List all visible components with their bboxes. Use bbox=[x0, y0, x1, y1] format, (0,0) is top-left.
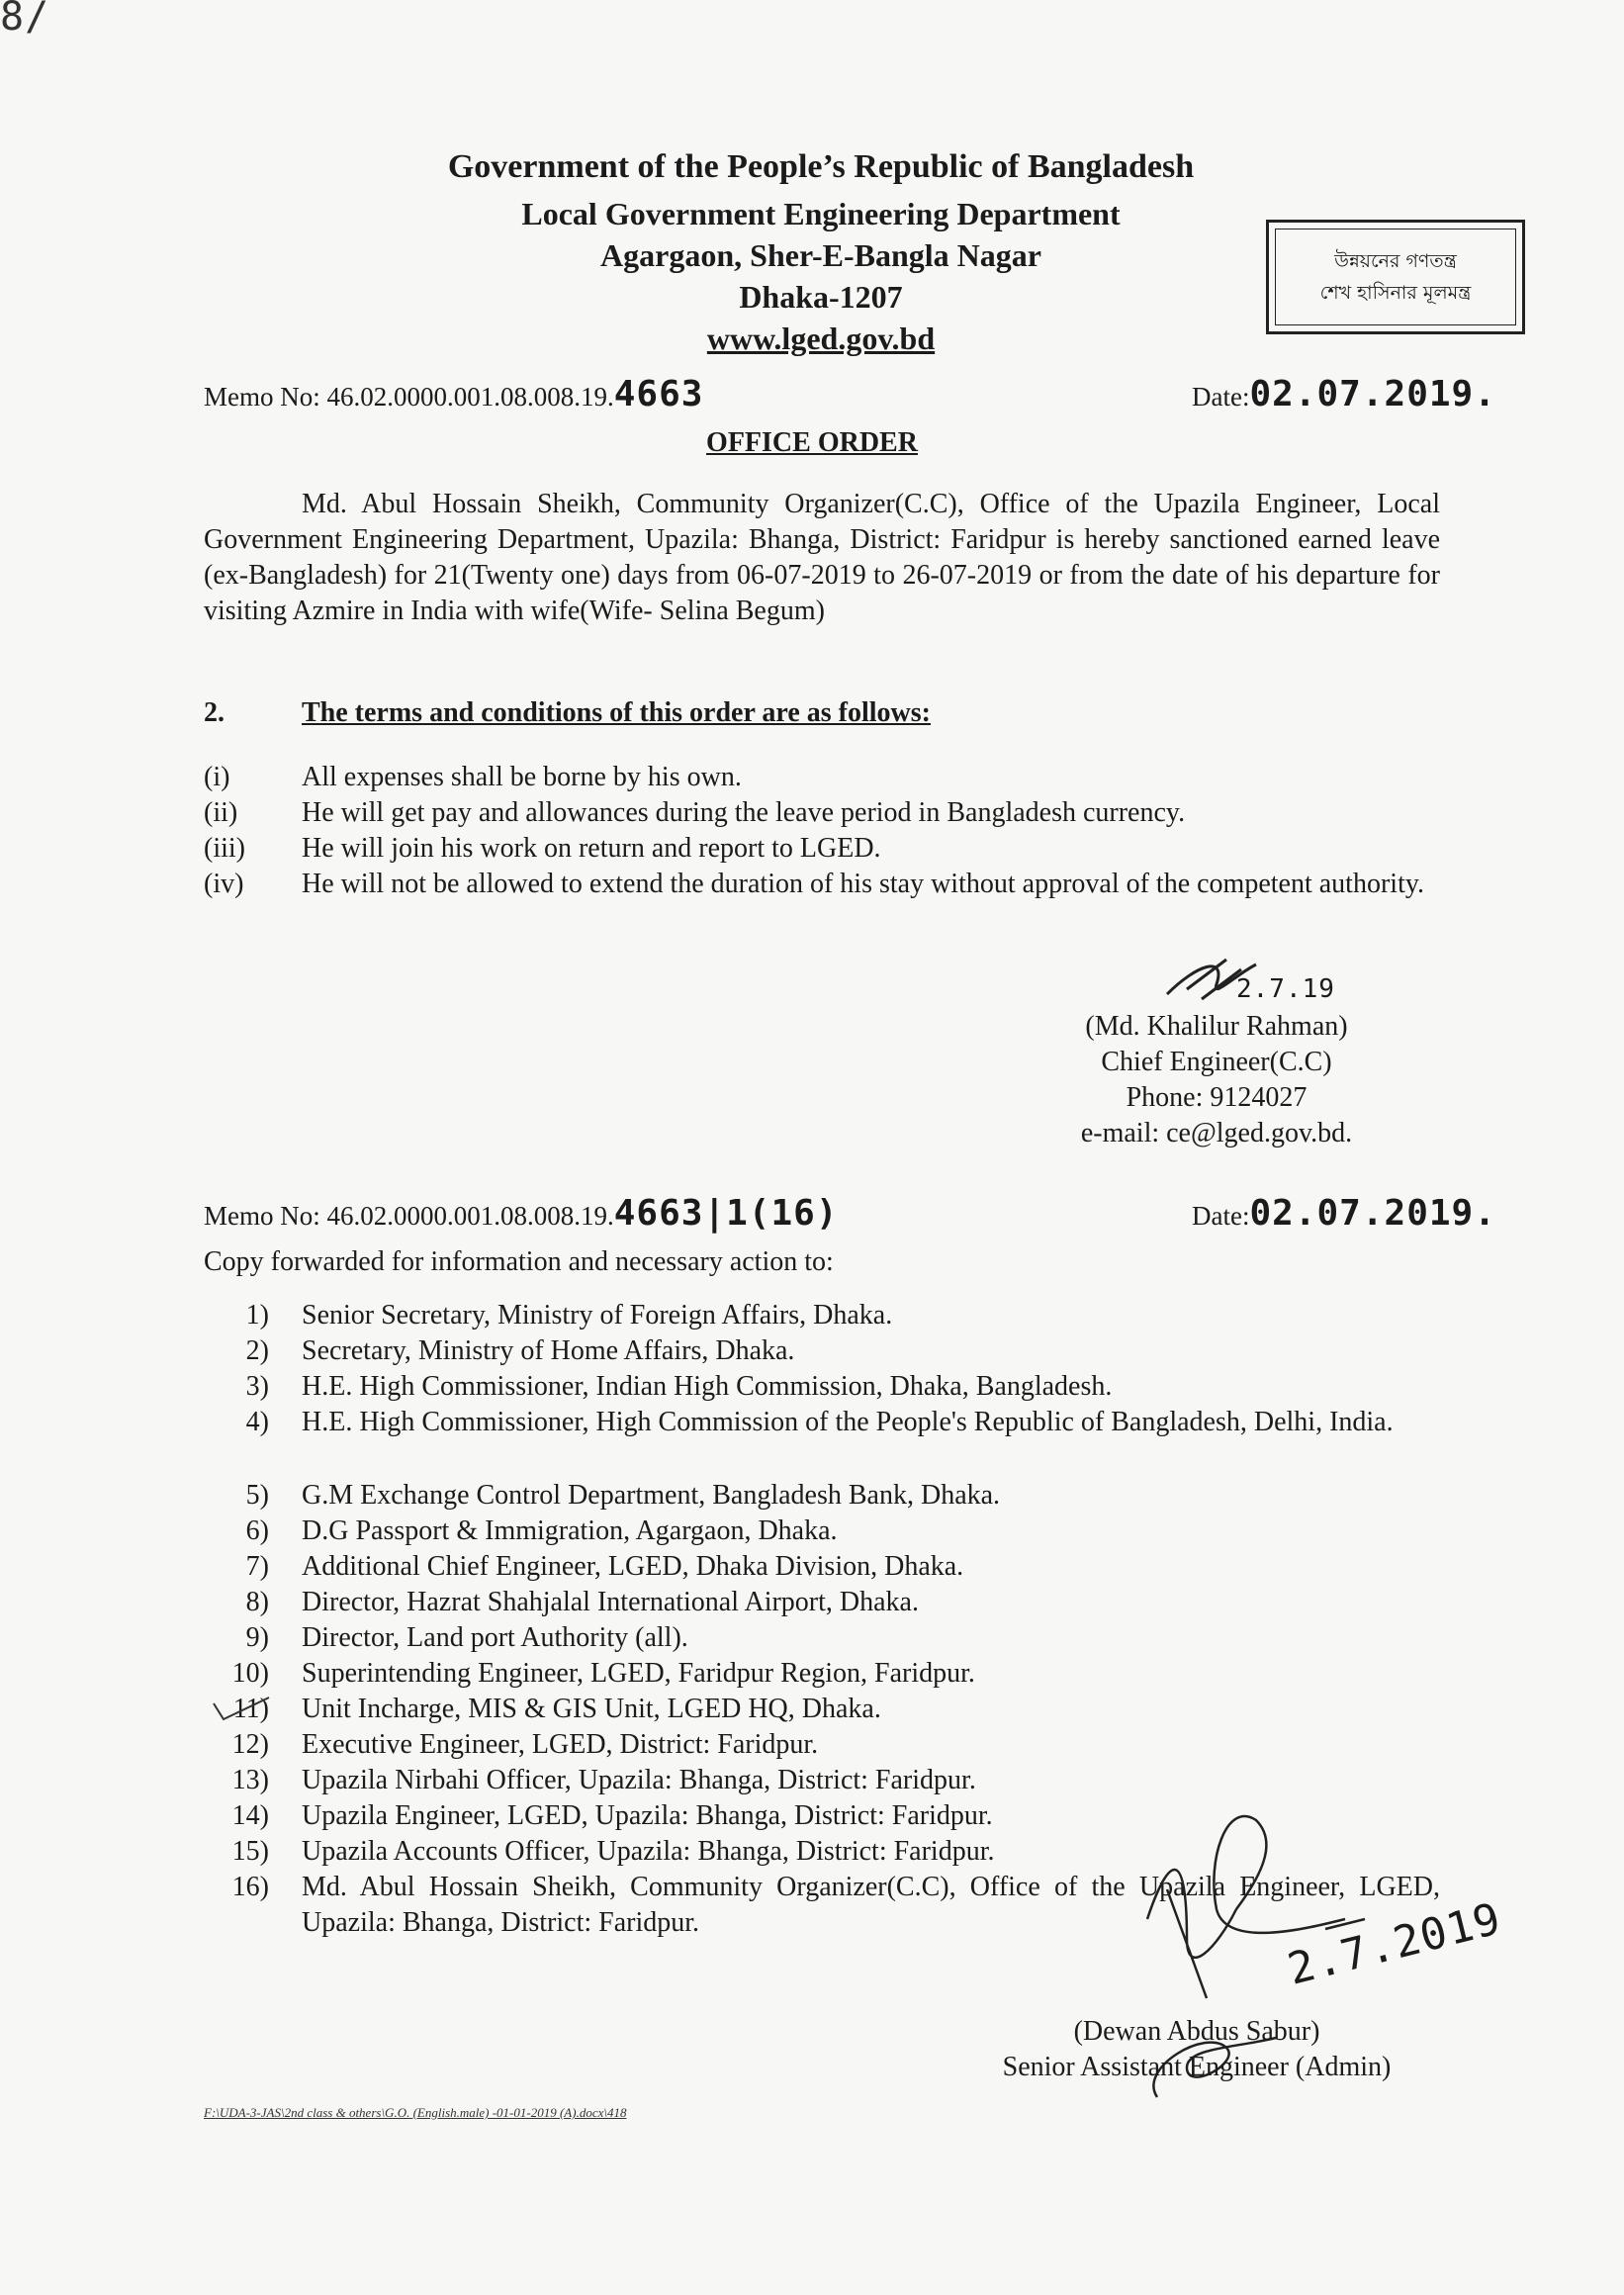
list-item bbox=[204, 1549, 1440, 1585]
list-item bbox=[204, 1478, 1440, 1514]
address-line: Agargaon, Sher-E-Bangla Nagar bbox=[600, 237, 1041, 273]
list-text: Upazila Engineer, LGED, Upazila: Bhanga, District: Faridpur. bbox=[302, 1800, 993, 1831]
date-label: Date: bbox=[1192, 1201, 1250, 1231]
list-text: Additional Chief Engineer, LGED, Dhaka Division, Dhaka. bbox=[302, 1551, 964, 1582]
list-number: 16) bbox=[231, 1872, 269, 1902]
corner-handwritten-mark: 8/ bbox=[0, 0, 50, 40]
term-number: (iii) bbox=[204, 833, 245, 864]
term-text: He will get pay and allowances during the leave period in Bangladesh currency. bbox=[302, 797, 1186, 828]
signatory-1-block bbox=[999, 1009, 1434, 1151]
signatory-2-name: (Dewan Abdus Sabur) bbox=[1073, 2016, 1320, 2047]
date-handwritten: 02.07.2019. bbox=[1249, 374, 1496, 414]
list-item bbox=[204, 1585, 1440, 1620]
memo-date-2 bbox=[1192, 1193, 1496, 1234]
list-item bbox=[204, 1369, 1440, 1405]
list-text: Director, Land port Authority (all). bbox=[302, 1622, 688, 1653]
list-text: Senior Secretary, Ministry of Foreign Affairs, Dhaka. bbox=[302, 1300, 893, 1331]
list-text: Upazila Accounts Officer, Upazila: Bhanga, District: Faridpur. bbox=[302, 1836, 995, 1867]
memo-handwritten-number: 4663 bbox=[613, 374, 704, 414]
list-text: H.E. High Commissioner, High Commission of the People's Republic of Bangladesh, Delhi, India. bbox=[302, 1407, 1394, 1437]
list-number: 1) bbox=[245, 1300, 269, 1331]
term-item bbox=[204, 831, 1440, 867]
forward-intro: Copy forwarded for information and necessary action to: bbox=[204, 1246, 834, 1277]
term-item bbox=[204, 795, 1440, 831]
list-number: 11) bbox=[232, 1694, 269, 1724]
list-number: 10) bbox=[231, 1658, 269, 1689]
list-text: G.M Exchange Control Department, Bangladesh Bank, Dhaka. bbox=[302, 1480, 1001, 1511]
list-item bbox=[204, 1333, 1440, 1369]
department-name: Local Government Engineering Department bbox=[521, 196, 1121, 231]
list-number: 9) bbox=[245, 1622, 269, 1653]
signature-2-date: 2.7.2019 bbox=[1283, 1893, 1506, 1995]
list-item bbox=[204, 1405, 1440, 1476]
list-number: 13) bbox=[231, 1765, 269, 1795]
memo-number-1 bbox=[204, 374, 703, 414]
list-text: H.E. High Commissioner, Indian High Commission, Dhaka, Bangladesh. bbox=[302, 1371, 1113, 1402]
list-number: 2) bbox=[245, 1335, 269, 1366]
memo-label: Memo No: 46.02.0000.001.08.008.19. bbox=[204, 1201, 614, 1231]
list-number: 14) bbox=[231, 1800, 269, 1831]
list-item bbox=[204, 1656, 1440, 1692]
website-link[interactable]: www.lged.gov.bd bbox=[706, 321, 936, 356]
signatory-1-phone: Phone: 9124027 bbox=[1126, 1082, 1308, 1113]
list-number: 3) bbox=[245, 1371, 269, 1402]
slogan-box bbox=[1266, 220, 1525, 334]
signatory-1-title: Chief Engineer(C.C) bbox=[1101, 1047, 1332, 1077]
order-paragraph bbox=[204, 487, 1440, 629]
signatory-2-block bbox=[940, 2014, 1454, 2085]
list-text: Md. Abul Hossain Sheikh, Community Organizer(C.C), Office of the Upazila Engineer, LGED, Upazila: Bhanga, District: Faridpur. bbox=[302, 1872, 1440, 1938]
email-link[interactable]: ce@lged.gov.bd bbox=[1166, 1118, 1346, 1148]
memo-number-2 bbox=[204, 1193, 839, 1234]
terms-heading: The terms and conditions of this order are as follows: bbox=[302, 697, 931, 728]
order-paragraph-text: Md. Abul Hossain Sheikh, Community Organizer(C.C), Office of the Upazila Engineer, Local Government Engineering Department, Upazila: Bhanga, District: Faridpur is hereby sanctioned earned leave (ex-Bangladesh) for 21(Twenty one) days from 06-07-2019 to 26-07-2019 or from the date of his departure for visiting Azmire in India with wife(Wife- Selina Begum) bbox=[204, 489, 1440, 626]
slogan-line-1: উন্নয়নের গণতন্ত্র bbox=[1334, 250, 1457, 272]
term-text: He will not be allowed to extend the duration of his stay without approval of the competent authority. bbox=[302, 869, 1425, 899]
memo-handwritten-number: 4663|1(16) bbox=[613, 1193, 839, 1234]
list-text: Director, Hazrat Shahjalal International Airport, Dhaka. bbox=[302, 1587, 919, 1617]
list-item bbox=[204, 1514, 1440, 1549]
section-number: 2. bbox=[204, 697, 225, 728]
term-number: (i) bbox=[204, 762, 230, 792]
date-label: Date: bbox=[1192, 382, 1250, 412]
list-number: 6) bbox=[245, 1515, 269, 1546]
term-text: All expenses shall be borne by his own. bbox=[302, 762, 742, 792]
list-number: 12) bbox=[231, 1729, 269, 1760]
list-item bbox=[204, 1298, 1440, 1333]
term-item bbox=[204, 867, 1440, 938]
signatory-2-title: Senior Assistant Engineer (Admin) bbox=[1002, 2052, 1392, 2082]
email-label: e-mail: bbox=[1080, 1118, 1167, 1148]
memo-label: Memo No: 46.02.0000.001.08.008.19. bbox=[204, 382, 614, 412]
list-item bbox=[204, 1620, 1440, 1656]
file-path-footer: F:\UDA-3-JAS\2nd class & others\G.O. (English.male) -01-01-2019 (A).docx\418 bbox=[204, 2105, 627, 2120]
slogan-line-2: শেখ হাসিনার মূলমন্ত্র bbox=[1319, 282, 1472, 304]
list-text: D.G Passport & Immigration, Agargaon, Dhaka. bbox=[302, 1515, 838, 1546]
list-number: 4) bbox=[245, 1407, 269, 1437]
city-line: Dhaka-1207 bbox=[739, 279, 903, 315]
list-number: 7) bbox=[245, 1551, 269, 1582]
list-text: Upazila Nirbahi Officer, Upazila: Bhanga, District: Faridpur. bbox=[302, 1765, 976, 1795]
list-number: 8) bbox=[245, 1587, 269, 1617]
list-number: 5) bbox=[245, 1480, 269, 1511]
govt-title: Government of the People’s Republic of Bangladesh bbox=[447, 148, 1195, 185]
term-number: (iv) bbox=[204, 869, 244, 899]
email-suffix: . bbox=[1345, 1118, 1353, 1148]
list-text: Executive Engineer, LGED, District: Faridpur. bbox=[302, 1729, 819, 1760]
list-item bbox=[204, 1692, 1440, 1727]
signature-1-date: 2.7.19 bbox=[1236, 974, 1335, 1004]
term-item bbox=[204, 760, 1440, 795]
tick-mark-icon bbox=[212, 1694, 271, 1723]
list-item bbox=[204, 1727, 1440, 1763]
list-text: Unit Incharge, MIS & GIS Unit, LGED HQ, Dhaka. bbox=[302, 1694, 881, 1724]
signatory-1-name: (Md. Khalilur Rahman) bbox=[1085, 1011, 1348, 1042]
list-text: Secretary, Ministry of Home Affairs, Dhaka. bbox=[302, 1335, 795, 1366]
date-handwritten: 02.07.2019. bbox=[1249, 1193, 1496, 1234]
list-text: Superintending Engineer, LGED, Faridpur Region, Faridpur. bbox=[302, 1658, 975, 1689]
memo-date-1 bbox=[1192, 374, 1496, 414]
list-item bbox=[204, 1763, 1440, 1798]
list-number: 15) bbox=[231, 1836, 269, 1867]
term-text: He will join his work on return and report to LGED. bbox=[302, 833, 881, 864]
office-order-title: OFFICE ORDER bbox=[706, 427, 918, 458]
signatory-1-email-line bbox=[999, 1116, 1434, 1151]
term-number: (ii) bbox=[204, 797, 238, 828]
